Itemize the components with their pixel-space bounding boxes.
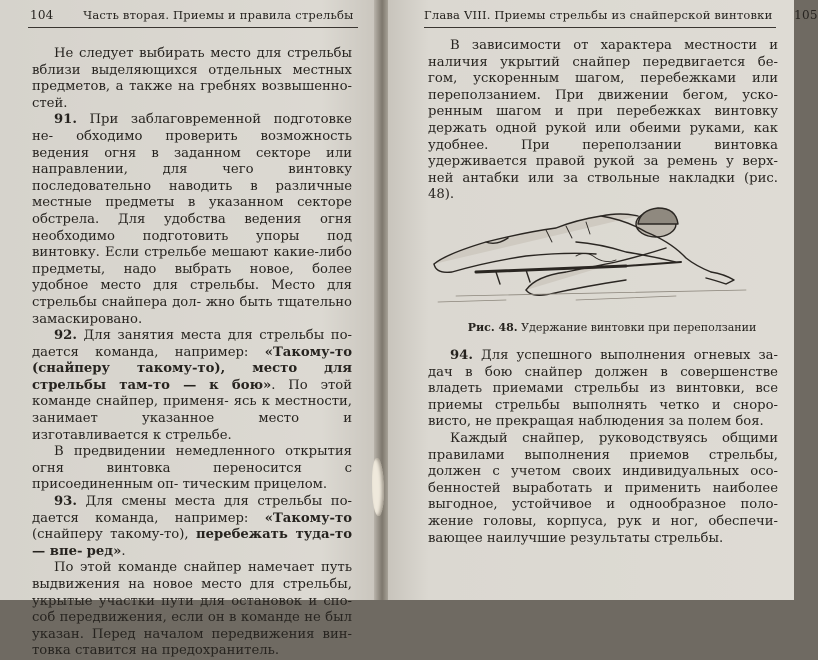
text-line: жно быть тщательно замаскировано.	[32, 294, 352, 327]
command-text: «Такому-то (сна	[32, 344, 352, 377]
paragraph-movement	[32, 560, 352, 660]
paragraph-individual-position	[428, 431, 778, 547]
left-page-number: 104	[30, 8, 54, 22]
paragraph-movement-methods	[428, 38, 778, 204]
paragraph-94	[428, 348, 778, 431]
text-line: переползанием. При движении бегом, уско-	[428, 87, 778, 103]
paragraph-site-selection	[32, 46, 352, 112]
text-line: владеть приемами стрельбы из винтовки, все	[428, 381, 778, 397]
text-line: приемы стрельбы выполнять четко и сноро-	[428, 397, 778, 413]
right-body-top	[428, 38, 778, 204]
paragraph-92	[32, 328, 352, 444]
text-line: секторе обстрела. Для удобства ведения огня	[32, 195, 352, 227]
text-line: вающее наилучшие результаты стрельбы.	[428, 530, 724, 546]
right-body-bottom	[428, 348, 778, 547]
text-line: боя.	[735, 414, 764, 430]
text-line: должен с учетом своих индивидуальных осо-	[428, 464, 778, 480]
text-line: Если стрельбе мешают какие-либо предметы,	[32, 245, 353, 277]
text-line: ясь к местности, занимает указанное место	[32, 394, 352, 427]
left-running-head	[30, 8, 353, 22]
text-line: В предвидении немедленного открытия огня	[32, 444, 352, 476]
command-text: «Такому-то	[264, 510, 352, 526]
text-line: держать одной рукой или обеими руками,	[428, 120, 746, 136]
text-line: дается команда, например:	[32, 510, 265, 526]
text-line: гом, ускоренным шагом, перебежками или	[428, 71, 778, 87]
text-line: вблизи выделяющихся отдельных местных	[32, 62, 352, 78]
right-running-head	[424, 8, 818, 22]
text-line: выдвижения на новое место для стрельбы,	[32, 577, 352, 592]
text-line: ренным шагом и при перебежках винтовку	[428, 104, 778, 120]
text-line: необходимо подготовить упоры под винтовку.	[32, 228, 352, 261]
text-line: По этой команде снайпер намечает путь	[54, 560, 352, 576]
paragraph-number: 92.	[54, 328, 77, 344]
text-line: .	[121, 543, 126, 559]
text-line: для чего винтовку последовательно наводить	[32, 162, 352, 194]
text-line: в различные местные предметы в указанном	[32, 178, 352, 211]
figure-label: Рис. 48.	[467, 321, 518, 334]
figure-caption	[442, 321, 782, 334]
text-line: тическим прицелом.	[182, 477, 328, 493]
right-header-rule	[424, 27, 776, 28]
right-page-number: 105	[794, 8, 818, 22]
text-line: жение головы, корпуса, рук и ног, обеспечи-	[428, 513, 778, 529]
paragraph-number: 94.	[450, 348, 473, 363]
text-line: дач в бою снайпер должен в совершенстве	[428, 364, 778, 380]
command-text: ред»	[86, 543, 122, 559]
text-line: обходимо проверить возможность ведения	[32, 128, 352, 161]
text-line: . По этой команде снайпер, применя-	[32, 377, 352, 410]
text-line: надо выбрать новое, более удобное место для	[32, 261, 352, 294]
left-running-head-title: Часть вторая. Приемы и правила стрельбы	[83, 8, 354, 22]
right-running-head-title: Глава VIII. Приемы стрельбы из снайперской винтовки	[424, 8, 773, 22]
text-line: В зависимости от характера местности и	[450, 38, 778, 53]
text-line: товка ставится на предохранитель.	[32, 643, 280, 659]
left-page	[0, 0, 378, 659]
text-line: (снайперу такому-то),	[32, 527, 196, 543]
text-line: предметов, а также на гребнях возвышенно-	[32, 79, 352, 95]
command-text: йперу такому-то),	[64, 361, 253, 377]
command-text: перебежать туда-то — впе-	[32, 527, 352, 559]
text-line: огня в заданном секторе или направлении,	[32, 145, 352, 178]
crawling-sniper-illustration	[426, 202, 756, 310]
text-line: правилами выполнения приемов стрельбы,	[428, 447, 778, 463]
command-text: место для стрельбы там-то —	[32, 361, 353, 393]
text-line: Для занятия места для стрельбы по-	[76, 328, 352, 344]
text-line: Не следует выбирать место для стрельбы	[54, 46, 352, 61]
paragraph-number: 93.	[54, 494, 77, 510]
text-line: Каждый снайпер, руководствуясь общими	[450, 430, 778, 446]
text-line: бенностей выработать и применить наиболее	[428, 480, 778, 496]
text-line: укрытые участки пути для остановок и спо-	[32, 593, 352, 609]
paragraph-optics	[32, 444, 352, 494]
text-line: Для успешного выполнения огневых за-	[472, 348, 778, 363]
text-line: как удобнее. При переползании винтовка	[428, 120, 778, 153]
text-line: При заблаговременной подготовке не-	[32, 112, 352, 144]
text-line: дается команда, например:	[32, 344, 265, 360]
text-line: наличия укрытий снайпер передвигается бе-	[428, 54, 778, 70]
text-line: стей.	[32, 95, 68, 111]
right-page	[388, 0, 818, 600]
left-body	[32, 46, 352, 660]
left-header-rule	[28, 27, 358, 28]
text-line: указан. Перед началом передвижения вин-	[32, 626, 352, 642]
figure-caption-text: Удержание винтовки при переползании	[517, 321, 757, 334]
text-line: висто, не прекращая наблюдения за полем	[428, 414, 732, 430]
text-line: стрельбы. Место для стрельбы снайпера дол-	[32, 278, 352, 310]
text-line: выгодное, устойчивое и однообразное поло-	[428, 497, 778, 513]
text-line: (рис. 48).	[428, 170, 778, 203]
command-text: к бою»	[209, 377, 272, 393]
text-line: соб передвижения, если он в команде не был	[32, 610, 352, 626]
paragraph-93	[32, 494, 352, 560]
text-line: винтовка переносится с присоединенным оп-	[32, 460, 352, 493]
text-line: и изготавливается к стрельбе.	[32, 411, 352, 443]
text-line: Для смены места для стрельбы по-	[76, 494, 352, 510]
paragraph-number: 91.	[54, 112, 77, 128]
text-line: ней антабки или за ствольные накладки	[428, 170, 736, 186]
paragraph-91	[32, 112, 352, 328]
text-line: удерживается правой рукой за ремень у верх-	[428, 154, 778, 170]
